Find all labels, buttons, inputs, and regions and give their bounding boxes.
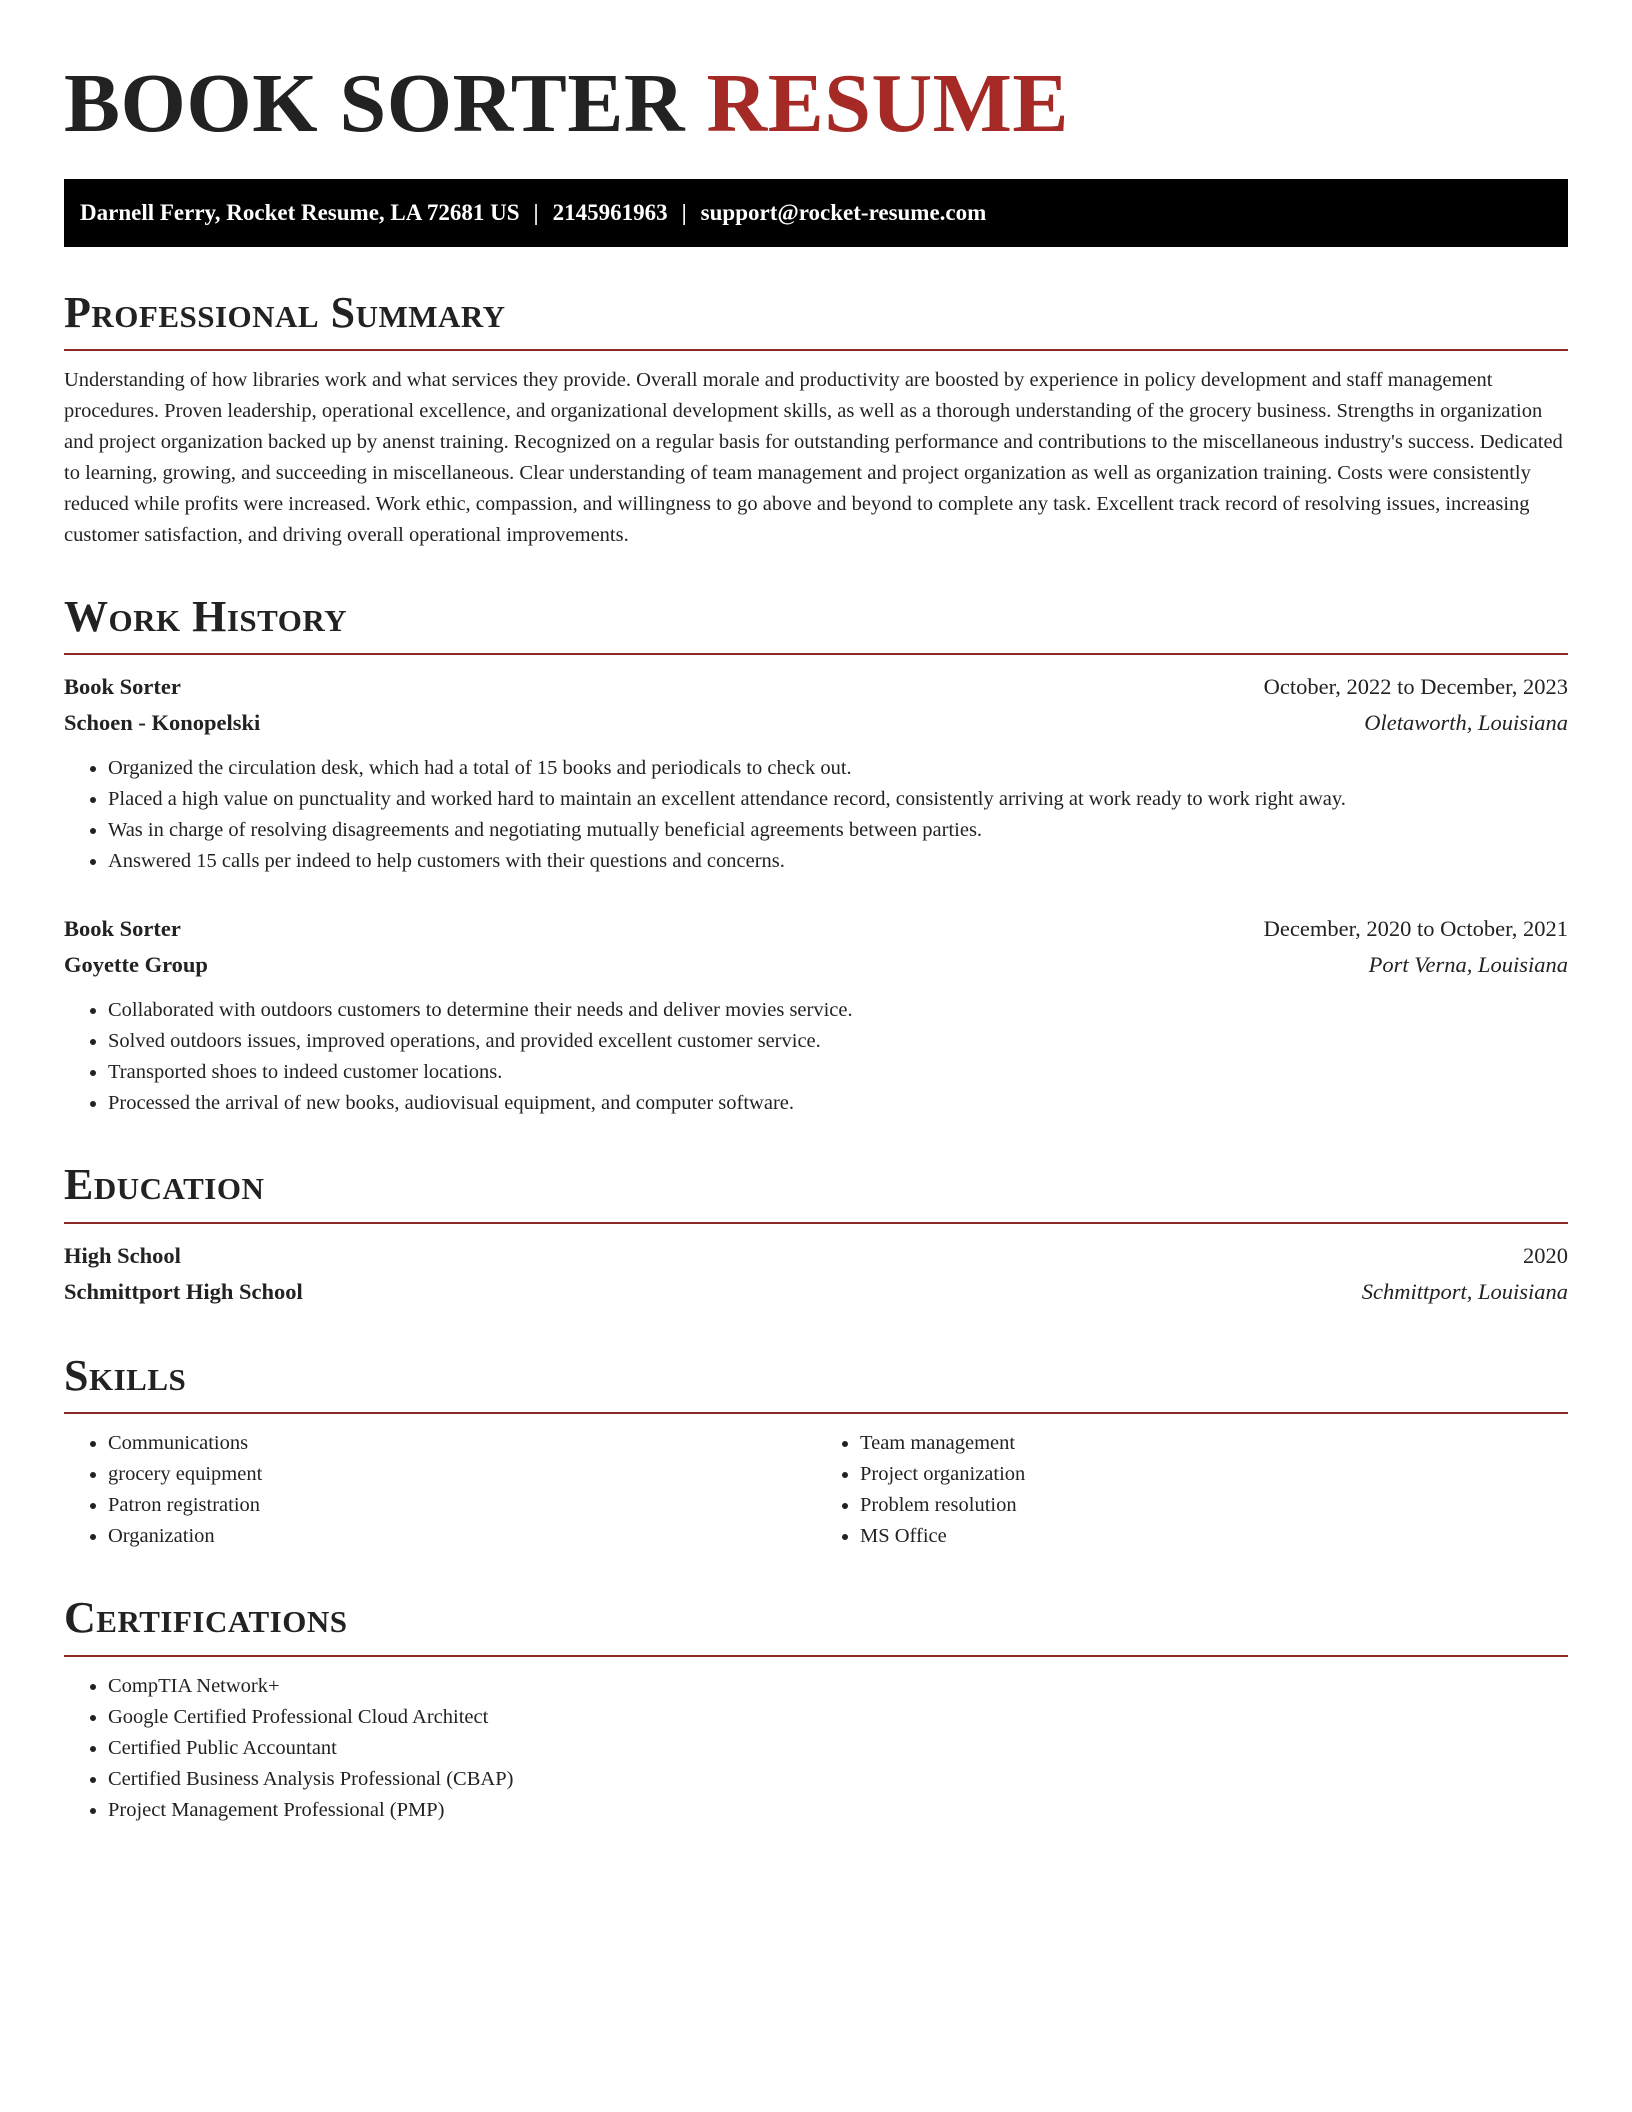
skill-item: • Communications xyxy=(108,1428,816,1459)
skill-item: • Project organization xyxy=(860,1459,1568,1490)
job-bullets xyxy=(64,753,1568,877)
list-item: • Processed the arrival of new books, audiovisual equipment, and computer software. xyxy=(108,1088,1568,1119)
job-bullets xyxy=(64,995,1568,1119)
list-item: • Organized the circulation desk, which had a total of 15 books and periodicals to check out. xyxy=(108,753,1568,784)
title-accent: RESUME xyxy=(706,57,1069,150)
certification-item: • Google Certified Professional Cloud Architect xyxy=(108,1702,1568,1733)
certification-item: • Project Management Professional (PMP) xyxy=(108,1795,1568,1826)
section-divider xyxy=(64,349,1568,351)
resume-title xyxy=(64,56,1568,153)
section-heading: Education xyxy=(64,1160,265,1210)
list-item: • Collaborated with outdoors customers to determine their needs and deliver movies service. xyxy=(108,995,1568,1026)
certification-item: • Certified Business Analysis Professional (CBAP) xyxy=(108,1764,1568,1795)
skill-item: • MS Office xyxy=(860,1521,1568,1552)
job-company: Goyette Group xyxy=(64,952,208,978)
work-history-section xyxy=(64,593,1568,1119)
job-entry xyxy=(64,669,1568,877)
job-entry xyxy=(64,911,1568,1119)
skills-column-left xyxy=(64,1428,816,1552)
contact-bar xyxy=(64,179,1568,247)
title-main: BOOK SORTER xyxy=(64,57,686,150)
education-degree: High School xyxy=(64,1242,181,1268)
list-item: • Transported shoes to indeed customer locations. xyxy=(108,1057,1568,1088)
section-divider xyxy=(64,1412,1568,1414)
education-school: Schmittport High School xyxy=(64,1278,303,1304)
education-section xyxy=(64,1161,1568,1309)
list-item: • Was in charge of resolving disagreements and negotiating mutually beneficial agreements between parties. xyxy=(108,815,1568,846)
certification-item: • Certified Public Accountant xyxy=(108,1733,1568,1764)
job-title: Book Sorter xyxy=(64,916,181,942)
education-location: Schmittport, Louisiana xyxy=(1361,1278,1568,1304)
section-divider xyxy=(64,1222,1568,1224)
skills-grid xyxy=(64,1428,1568,1552)
job-location: Port Verna, Louisiana xyxy=(1368,952,1568,978)
job-title: Book Sorter xyxy=(64,674,181,700)
certifications-list xyxy=(64,1671,1568,1826)
summary-section xyxy=(64,289,1568,551)
section-heading: Skills xyxy=(64,1350,187,1400)
skills-column-right xyxy=(816,1428,1568,1552)
contact-email: support@rocket-resume.com xyxy=(700,199,987,225)
skill-item: • Team management xyxy=(860,1428,1568,1459)
contact-separator: | xyxy=(681,199,687,225)
summary-text: Understanding of how libraries work and what services they provide. Overall morale and productivity are boosted by experience in policy development and staff management procedures. Proven leadership, operational excellence, and organizational development skills, as well as a thorough understanding of the grocery business. Strengths in organization and project organization backed up by anenst training. Recognized on a regular basis for outstanding performance and contributions to the miscellaneous industry's success. Dedicated to learning, growing, and succeeding in miscellaneous. Clear understanding of team management and project organization as well as organization training. Costs were consistently reduced while profits were increased. Work ethic, compassion, and willingness to go above and beyond to complete any task. Excellent track record of resolving issues, increasing customer satisfaction, and driving overall operational improvements. xyxy=(64,368,1563,546)
list-item: • Placed a high value on punctuality and worked hard to maintain an excellent attendance record, consistently arriving at work ready to work right away. xyxy=(108,784,1568,815)
job-company: Schoen - Konopelski xyxy=(64,710,261,736)
section-divider xyxy=(64,1655,1568,1657)
skill-item: • Problem resolution xyxy=(860,1490,1568,1521)
section-divider xyxy=(64,653,1568,655)
contact-phone: 2145961963 xyxy=(552,199,668,225)
skill-item: • Patron registration xyxy=(108,1490,816,1521)
contact-separator: | xyxy=(533,199,539,225)
certification-item: • CompTIA Network+ xyxy=(108,1671,1568,1702)
skill-item: • grocery equipment xyxy=(108,1459,816,1490)
job-dates: December, 2020 to October, 2021 xyxy=(1263,916,1568,942)
skills-section xyxy=(64,1352,1568,1552)
contact-address: Darnell Ferry, Rocket Resume, LA 72681 US xyxy=(80,199,520,225)
section-heading: Certifications xyxy=(64,1593,348,1643)
section-heading: Work History xyxy=(64,591,348,641)
list-item: • Answered 15 calls per indeed to help customers with their questions and concerns. xyxy=(108,846,1568,877)
job-dates: October, 2022 to December, 2023 xyxy=(1263,674,1568,700)
education-year: 2020 xyxy=(1523,1242,1568,1268)
certifications-section xyxy=(64,1594,1568,1825)
skill-item: • Organization xyxy=(108,1521,816,1552)
job-location: Oletaworth, Louisiana xyxy=(1364,710,1568,736)
section-heading: Professional Summary xyxy=(64,287,506,337)
list-item: • Solved outdoors issues, improved operations, and provided excellent customer service. xyxy=(108,1026,1568,1057)
